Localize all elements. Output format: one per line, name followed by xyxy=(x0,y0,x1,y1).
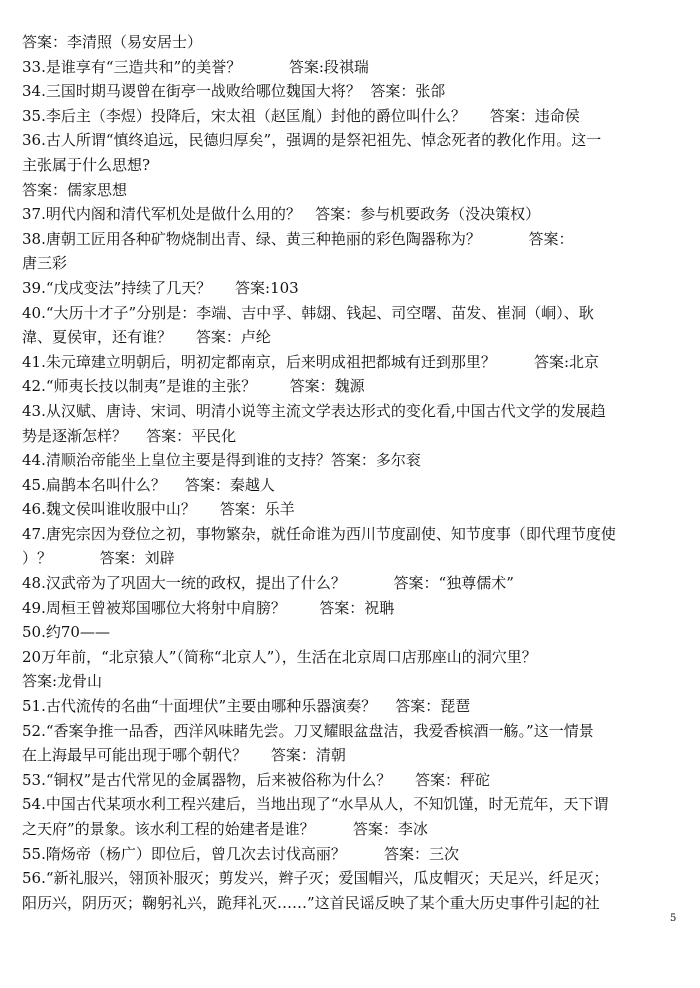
question-51: 51.古代流传的名曲“十面埋伏”主要由哪种乐器演奏？ 答案：琵琶 xyxy=(22,697,471,716)
question-52: 52.“香案争推一品香，西洋风味睹先尝。刀叉耀眼盆盘洁，我爱香槟酒一觞。”这一情景 xyxy=(22,721,594,740)
question-54: 54.中国古代某项水利工程兴建后，当地出现了“水旱从人，不知饥馑，时无荒年，天下谓 xyxy=(22,795,609,814)
question-55: 55.隋炀帝（杨广）即位后，曾几次去讨伐高丽？ 答案：三次 xyxy=(22,844,460,863)
question-42: 42.“师夷长技以制夷”是谁的主张？ 答案：魏源 xyxy=(22,377,365,396)
text-line: 主张属于什么思想? xyxy=(22,155,151,174)
text-line: 势是逐渐怎样？ 答案：平民化 xyxy=(22,426,237,445)
text-line: 唐三彩 xyxy=(22,254,68,273)
question-56: 56.“新礼服兴，翎顶补服灭；剪发兴，辫子灭；爱国帽兴，瓜皮帽灭；天足兴，纤足灭； xyxy=(22,869,609,888)
question-33: 33.是谁享有“三造共和”的美誉？ 答案:段祺瑞 xyxy=(22,57,369,76)
question-37: 37.明代内阁和清代军机处是做什么用的？ 答案：参与机要政务（没决策权） xyxy=(22,205,541,224)
question-39: 39.“戊戌变法”持续了几天？ 答案:103 xyxy=(22,278,299,297)
question-44: 44.清顺治帝能坐上皇位主要是得到谁的支持？答案：多尔衮 xyxy=(22,451,421,470)
answer-line: 答案:龙骨山 xyxy=(22,672,103,691)
question-46: 46.魏文侯叫谁收服中山？ 答案：乐羊 xyxy=(22,500,295,519)
qa-list xyxy=(22,30,677,915)
text-line: 在上海最早可能出现于哪个朝代？ 答案：清朝 xyxy=(22,746,346,765)
question-49: 49.周桓王曾被郑国哪位大将射中肩膀？ 答案：祝聃 xyxy=(22,598,395,617)
question-50: 50.约70—— xyxy=(22,623,110,642)
text-line: 阳历兴，阴历灭；鞠躬礼兴，跪拜礼灭……”这首民谣反映了某个重大历史事件引起的社 xyxy=(22,893,600,912)
question-41: 41.朱元璋建立明朝后，明初定都南京，后来明成祖把都城有迁到那里？ 答案:北京 xyxy=(22,352,600,371)
text-line: ）？ 答案：刘辟 xyxy=(22,549,175,568)
question-45: 45.扁鹊本名叫什么？ 答案：秦越人 xyxy=(22,475,275,494)
question-36: 36.古人所谓“慎终追远，民德归厚矣”，强调的是祭祀祖先、悼念死者的教化作用。这一 xyxy=(22,131,602,150)
question-40: 40.“大历十才子”分别是：李端、吉中孚、韩翃、钱起、司空曙、苗发、崔洞（峒）、耿 xyxy=(22,303,594,322)
question-35: 35.李后主（李煜）投降后，宋太祖（赵匡胤）封他的爵位叫什么？ 答案：违命侯 xyxy=(22,106,580,125)
answer-line: 答案：儒家思想 xyxy=(22,180,128,199)
question-48: 48.汉武帝为了巩固大一统的政权，提出了什么？ 答案：“独尊儒术” xyxy=(22,574,514,593)
question-47: 47.唐宪宗因为登位之初，事物繁杂，就任命谁为西川节度副使、知节度事（即代理节度使 xyxy=(22,524,616,543)
question-53: 53.“铜权”是古代常见的金属器物，后来被俗称为什么？ 答案：秤砣 xyxy=(22,770,491,789)
question-34: 34.三国时期马谡曾在街亭一战败给哪位魏国大将？ 答案：张郃 xyxy=(22,82,446,101)
text-line: 之天府”的景象。该水利工程的始建者是谁？ 答案：李冰 xyxy=(22,820,428,838)
text-line: 湋、夏侯审，还有谁？ 答案：卢纶 xyxy=(22,328,271,347)
page-number: 5 xyxy=(670,913,677,924)
text-line: 20万年前，“北京猿人”（简称“北京人”），生活在北京周口店那座山的洞穴里？ xyxy=(22,647,537,666)
text-line: 答案：李清照（易安居士） xyxy=(22,33,203,51)
question-43: 43.从汉赋、唐诗、宋词、明清小说等主流文学表达形式的变化看,中国古代文学的发展趋 xyxy=(22,401,606,420)
question-38: 38.唐朝工匠用各种矿物烧制出青、绿、黄三种艳丽的彩色陶器称为？ 答案： xyxy=(22,229,574,248)
